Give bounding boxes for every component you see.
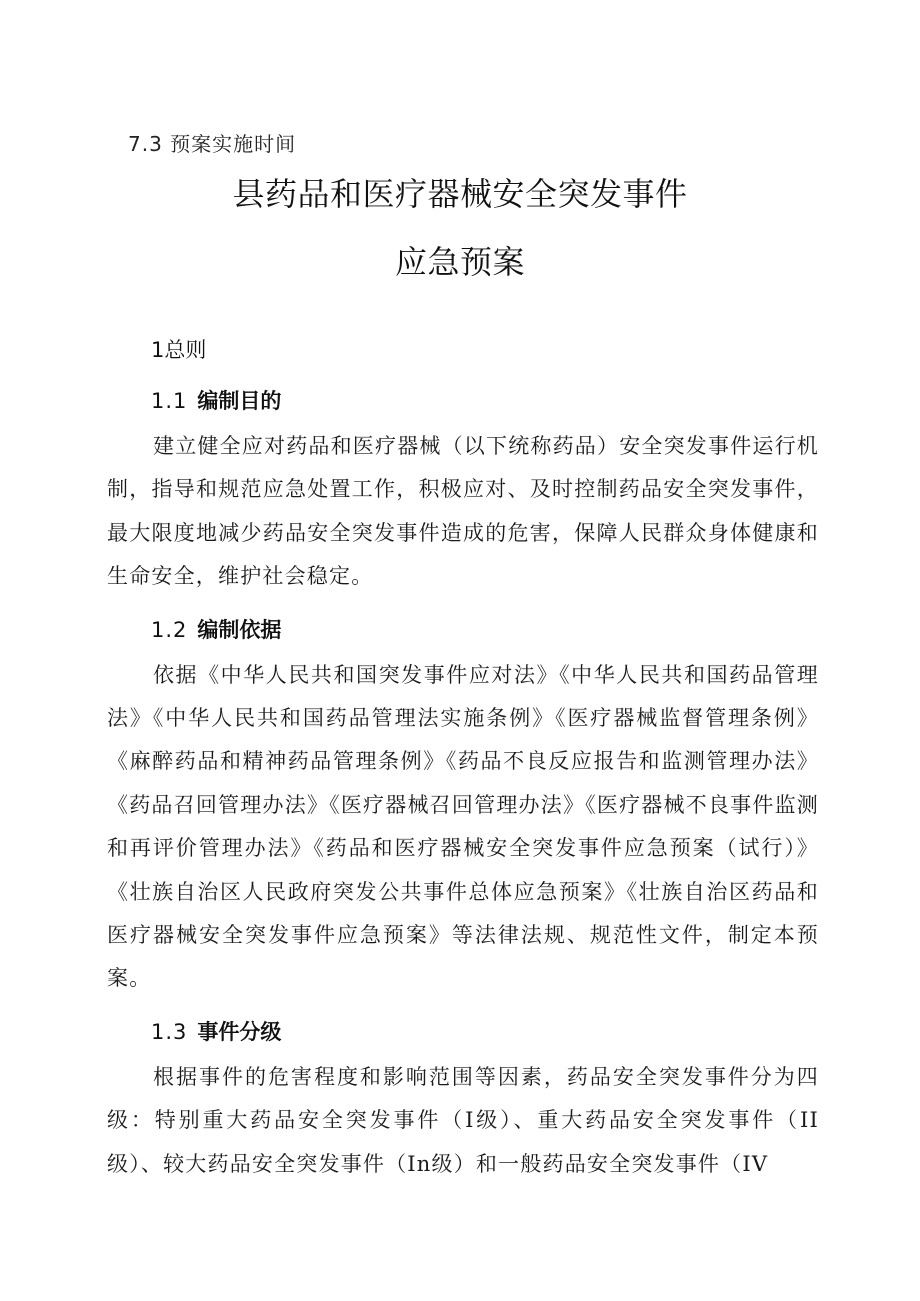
section-number: 1.3 [151, 1019, 188, 1044]
section-paragraph-1-3: 根据事件的危害程度和影响范围等因素，药品安全突发事件分为四级：特别重大药品安全突发事件（I级）、重大药品安全突发事件（II级）、较大药品安全突发事件（In级）和一般药品安全突发事件（IV [107, 1064, 819, 1176]
section-number: 1.1 [151, 389, 188, 413]
section-heading-general: 1总则 [151, 338, 207, 362]
section-title: 编制目的 [197, 389, 282, 413]
section-title: 事件分级 [197, 1019, 282, 1044]
toc-item: 7.3 预案实施时间 [128, 132, 297, 156]
section-heading-1-2 [107, 610, 819, 650]
document-title-line2: 应急预案 [394, 243, 525, 281]
document-body [107, 330, 819, 1186]
section-paragraph-1-1: 建立健全应对药品和医疗器械（以下统称药品）安全突发事件运行机制，指导和规范应急处置工作，积极应对、及时控制药品安全突发事件，最大限度地减少药品安全突发事件造成的危害，保障人民群众身体健康和生命安全，维护社会稳定。 [107, 434, 819, 589]
section-heading-1-3 [107, 1012, 819, 1052]
section-number: 1.2 [151, 617, 188, 642]
section-title: 编制依据 [197, 617, 282, 642]
document-title-line1: 县药品和医疗器械安全突发事件 [232, 175, 688, 213]
section-paragraph-1-2: 依据《中华人民共和国突发事件应对法》《中华人民共和国药品管理法》《中华人民共和国药品管理法实施条例》《医疗器械监督管理条例》《麻醉药品和精神药品管理条例》《药品不良反应报告和监测管理办法》《药品召回管理办法》《医疗器械召回管理办法》《医疗器械不良事件监测和再评价管理办法》《药品和医疗器械安全突发事件应急预案（试行）》《壮族自治区人民政府突发公共事件总体应急预案》《壮族自治区药品和医疗器械安全突发事件应急预案》等法律法规、规范性文件，制定本预案。 [107, 662, 819, 991]
section-heading-1-1 [107, 381, 819, 421]
